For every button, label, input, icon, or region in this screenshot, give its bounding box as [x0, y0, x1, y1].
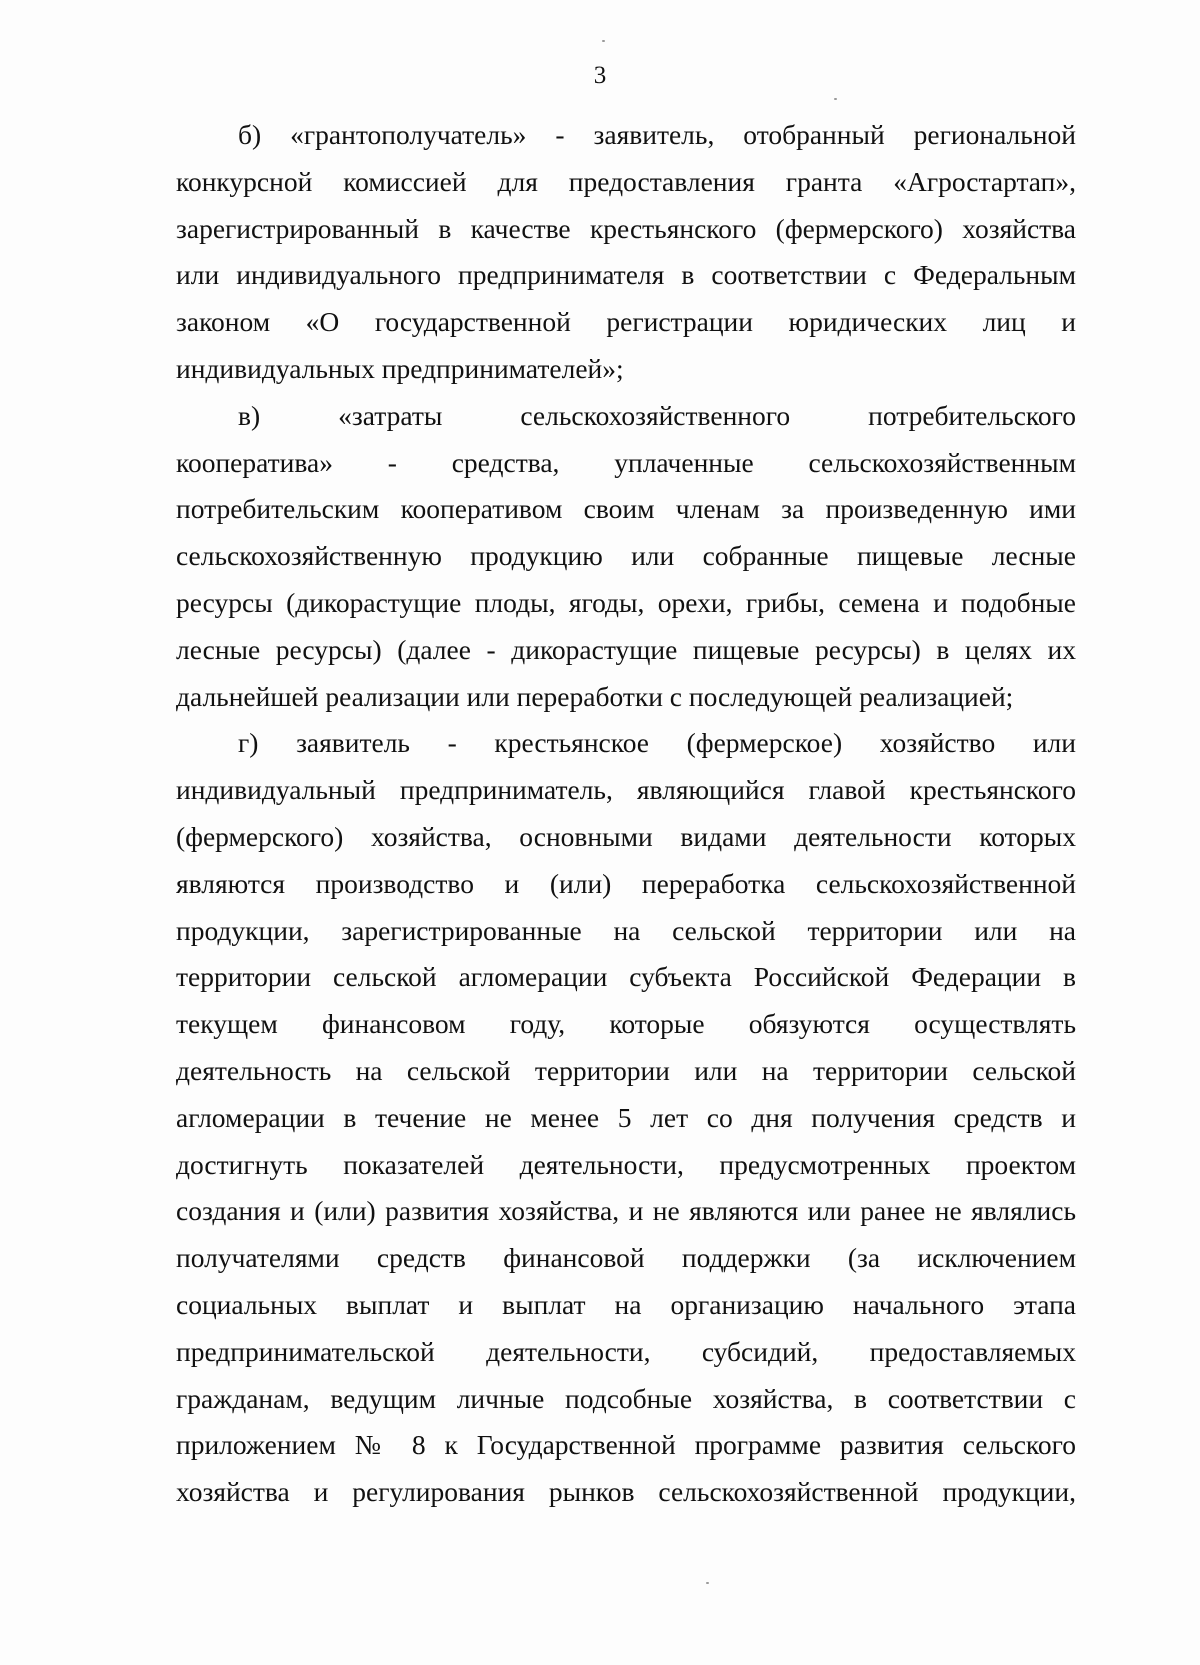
- text-line: дальнейшей реализации или переработки с последующей реализацией;: [176, 680, 1014, 712]
- text-line: зарегистрированный в качестве крестьянского (фермерского) хозяйства: [176, 212, 1076, 244]
- text-line: предпринимательской деятельности, субсидий, предоставляемых: [176, 1335, 1076, 1367]
- text-line: законом «О государственной регистрации юридических лиц и: [176, 306, 1076, 338]
- text-line: сельскохозяйственную продукцию или собранные пищевые лесные: [176, 540, 1076, 572]
- text-line: г) заявитель - крестьянское (фермерское) хозяйство или: [238, 727, 1076, 759]
- paragraph-v: [176, 393, 1076, 721]
- text-line: агломерации в течение не менее 5 лет со дня получения средств и: [176, 1101, 1076, 1133]
- text-line: или индивидуального предпринимателя в соответствии с Федеральным: [176, 259, 1076, 291]
- text-line: продукции, зарегистрированные на сельской территории или на: [176, 914, 1076, 946]
- text-line: гражданам, ведущим личные подсобные хозяйства, в соответствии с: [176, 1382, 1076, 1414]
- text-line: достигнуть показателей деятельности, предусмотренных проектом: [176, 1148, 1076, 1180]
- text-line: индивидуальный предприниматель, являющийся главой крестьянского: [176, 774, 1076, 806]
- text-line: ресурсы (дикорастущие плоды, ягоды, орехи, грибы, семена и подобные: [176, 586, 1076, 618]
- text-line: б) «грантополучатель» - заявитель, отобранный региональной: [238, 119, 1076, 150]
- text-line: кооператива» - средства, уплаченные сельскохозяйственным: [176, 446, 1076, 478]
- paragraph-g: [176, 720, 1076, 1516]
- scan-speck: [706, 1582, 709, 1584]
- text-line: территории сельской агломерации субъекта Российской Федерации в: [176, 961, 1076, 993]
- text-line: текущем финансовом году, которые обязуются осуществлять: [176, 1008, 1076, 1040]
- text-line: потребительским кооперативом своим членам за произведенную ими: [176, 493, 1076, 525]
- text-line: хозяйства и регулирования рынков сельскохозяйственной продукции,: [176, 1476, 1076, 1508]
- text-line: создания и (или) развития хозяйства, и не являются или ранее не являлись: [176, 1195, 1076, 1227]
- text-line: индивидуальных предпринимателей»;: [176, 352, 624, 384]
- text-line: конкурсной комиссией для предоставления гранта «Агростартап»,: [176, 165, 1076, 197]
- text-line: являются производство и (или) переработка сельскохозяйственной: [176, 867, 1076, 899]
- text-line: деятельность на сельской территории или на территории сельской: [176, 1054, 1076, 1086]
- document-body: [176, 112, 1076, 1516]
- page-number: 3: [593, 62, 607, 89]
- text-line: (фермерского) хозяйства, основными видами деятельности которых: [176, 820, 1076, 852]
- scan-speck: [602, 40, 605, 42]
- text-line: лесные ресурсы) (далее - дикорастущие пищевые ресурсы) в целях их: [176, 633, 1076, 665]
- text-line: в) «затраты сельскохозяйственного потребительского: [238, 399, 1076, 431]
- text-line: получателями средств финансовой поддержки (за исключением: [176, 1242, 1076, 1274]
- text-line: приложением № 8 к Государственной программе развития сельского: [176, 1429, 1076, 1461]
- scan-speck: [834, 98, 837, 100]
- text-line: социальных выплат и выплат на организацию начального этапа: [176, 1288, 1076, 1320]
- paragraph-b: [176, 112, 1076, 393]
